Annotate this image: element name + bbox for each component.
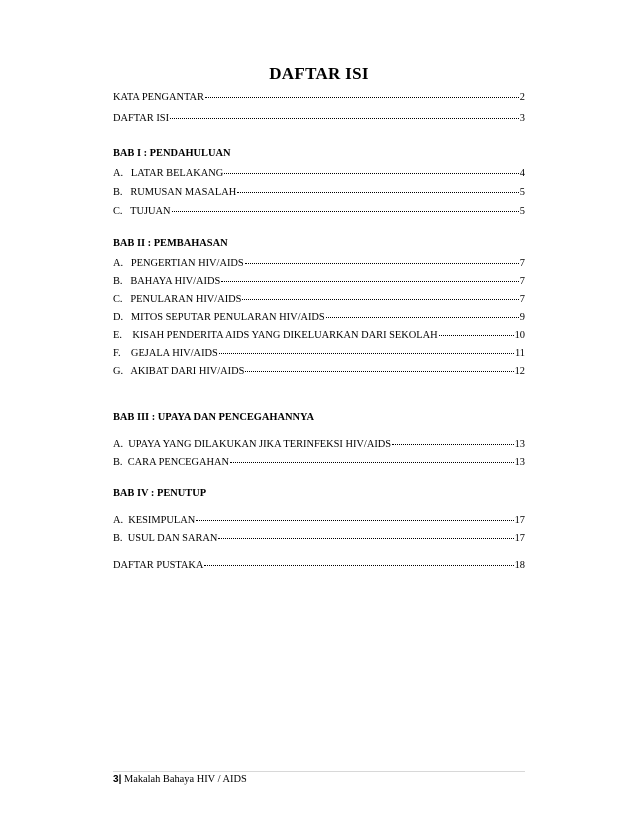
toc-entry-page: 18 <box>514 560 525 571</box>
toc-section-bab-3 <box>113 411 525 469</box>
dot-leader <box>205 97 519 98</box>
toc-entry-label: D. MITOS SEPUTAR PENULARAN HIV/AIDS <box>113 312 325 323</box>
dot-leader <box>326 317 519 318</box>
toc-entry[interactable] <box>113 456 525 469</box>
dot-leader <box>245 371 513 372</box>
toc-front-matter <box>113 91 525 125</box>
toc-entry[interactable] <box>113 257 525 270</box>
dot-leader <box>221 281 519 282</box>
toc-entry[interactable] <box>113 347 525 360</box>
toc-entry-page: 9 <box>519 312 525 323</box>
toc-entry[interactable] <box>113 186 525 199</box>
toc-entry-page: 17 <box>514 533 525 544</box>
toc-entry-page: 3 <box>519 113 525 124</box>
dot-leader <box>224 173 519 174</box>
toc-entry-label: A. UPAYA YANG DILAKUKAN JIKA TERINFEKSI HIV/AIDS <box>113 439 392 450</box>
dot-leader <box>170 118 519 119</box>
toc-entry-page: 17 <box>514 515 525 526</box>
dot-leader <box>218 538 513 539</box>
toc-entry[interactable] <box>113 514 525 527</box>
toc-entry-label: A. LATAR BELAKANG <box>113 168 224 179</box>
toc-entry[interactable] <box>113 559 525 572</box>
toc-entry-label: E. KISAH PENDERITA AIDS YANG DIKELUARKAN DARI SEKOLAH <box>113 330 438 341</box>
toc-back-matter <box>113 559 525 572</box>
toc-entry-label: B. USUL DAN SARAN <box>113 533 218 544</box>
dot-leader <box>172 211 519 212</box>
toc-section-bab-4 <box>113 487 525 545</box>
toc-entry-page: 7 <box>519 294 525 305</box>
toc-entry[interactable] <box>113 205 525 218</box>
dot-leader <box>242 299 518 300</box>
toc-entry[interactable] <box>113 438 525 451</box>
toc-entry-page: 7 <box>519 258 525 269</box>
toc-entry-label: A. KESIMPULAN <box>113 515 196 526</box>
page-footer <box>113 771 525 785</box>
toc-entry[interactable] <box>113 275 525 288</box>
toc-entry-label: F. GEJALA HIV/AIDS <box>113 348 218 359</box>
dot-leader <box>439 335 514 336</box>
dot-leader <box>204 565 513 566</box>
toc-entry-label: DAFTAR ISI <box>113 113 170 124</box>
toc-entry-page: 5 <box>519 187 525 198</box>
toc-entry-label: B. CARA PENCEGAHAN <box>113 457 230 468</box>
dot-leader <box>230 462 514 463</box>
dot-leader <box>392 444 514 445</box>
toc-entry[interactable] <box>113 365 525 378</box>
section-heading: BAB IV : PENUTUP <box>113 488 207 499</box>
toc-entry-page: 11 <box>514 348 525 359</box>
section-heading: BAB II : PEMBAHASAN <box>113 238 228 249</box>
page-title: DAFTAR ISI <box>269 64 369 83</box>
dot-leader <box>196 520 513 521</box>
toc-entry-label: C. TUJUAN <box>113 206 171 217</box>
section-heading: BAB III : UPAYA DAN PENCEGAHANNYA <box>113 412 315 423</box>
toc-entry-label: KATA PENGANTAR <box>113 92 204 103</box>
footer-separator: | <box>118 774 122 785</box>
toc-entry-label: DAFTAR PUSTAKA <box>113 560 204 571</box>
toc-entry[interactable] <box>113 167 525 180</box>
footer-page-number: 3 <box>113 774 119 785</box>
toc-entry-page: 12 <box>514 366 525 377</box>
toc-section-bab-1 <box>113 147 525 218</box>
toc-section-bab-2 <box>113 237 525 378</box>
toc-entry-page: 2 <box>519 92 525 103</box>
toc-entry-page: 13 <box>514 439 525 450</box>
toc-entry-page: 5 <box>519 206 525 217</box>
toc-entry-label: G. AKIBAT DARI HIV/AIDS <box>113 366 245 377</box>
dot-leader <box>245 263 519 264</box>
toc-entry-label: A. PENGERTIAN HIV/AIDS <box>113 258 244 269</box>
dot-leader <box>219 353 514 354</box>
section-heading: BAB I : PENDAHULUAN <box>113 148 231 159</box>
toc-entry[interactable] <box>113 112 525 125</box>
toc-entry-page: 4 <box>519 168 525 179</box>
toc-entry[interactable] <box>113 329 525 342</box>
toc-entry-label: C. PENULARAN HIV/AIDS <box>113 294 242 305</box>
toc-entry-page: 10 <box>514 330 525 341</box>
dot-leader <box>237 192 519 193</box>
toc-entry[interactable] <box>113 311 525 324</box>
toc-entry-page: 13 <box>514 457 525 468</box>
toc-entry-page: 7 <box>519 276 525 287</box>
toc-entry[interactable] <box>113 91 525 104</box>
toc-entry-label: B. RUMUSAN MASALAH <box>113 187 237 198</box>
toc-entry[interactable] <box>113 293 525 306</box>
toc-entry-label: B. BAHAYA HIV/AIDS <box>113 276 221 287</box>
footer-text: Makalah Bahaya HIV / AIDS <box>123 774 247 785</box>
toc-entry[interactable] <box>113 532 525 545</box>
